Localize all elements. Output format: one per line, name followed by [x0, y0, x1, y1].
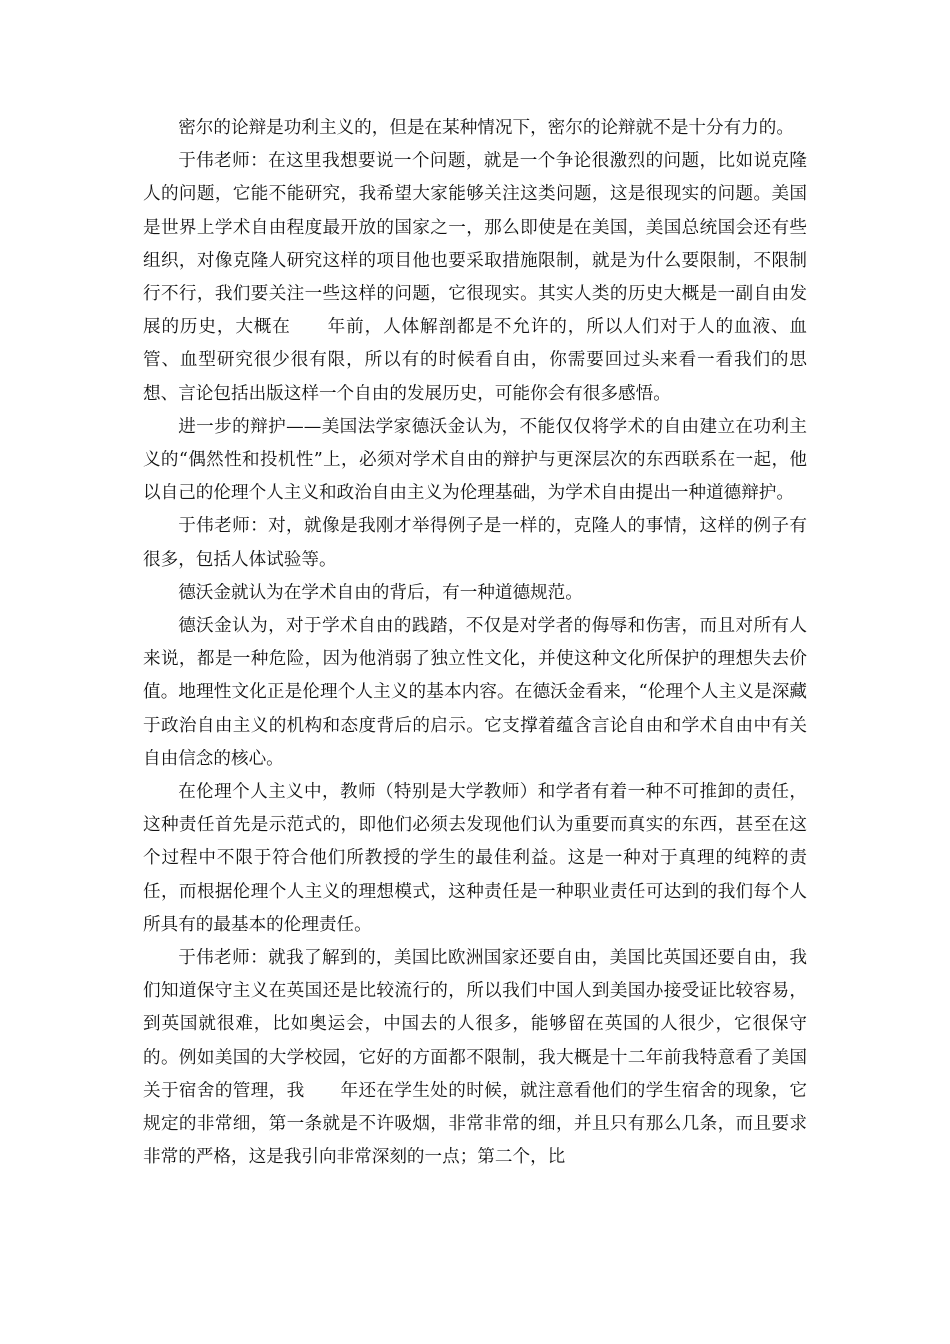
- paragraph: 在伦理个人主义中，教师（特别是大学教师）和学者有着一种不可推卸的责任，这种责任首先是示范式的，即他们必须去发现他们认为重要而真实的东西，甚至在这个过程中不限于符合他们所教授的学生的最佳利益。这是一种对于真理的纯粹的责任，而根据伦理个人主义的理想模式，这种责任是一种职业责任可达到的我们每个人所具有的最基本的伦理责任。: [143, 782, 807, 935]
- paragraph: 于伟老师：就我了解到的，美国比欧洲国家还要自由，美国比英国还要自由，我们知道保守主义在英国还是比较流行的，所以我们中国人到美国办接受证比较容易，到英国就很难，比如奥运会，中国去的人很多，能够留在英国的人很少，它很保守的。例如美国的大学校园，它好的方面都不限制，我大概是十二年前我特意看了美国关于宿舍的管理，我 年还在学生处的时候，就注意看他们的学生宿舍的现象，它规定的非常细，第一条就是不许吸烟，非常非常的细，并且只有那么几条，而且要求非常的严格，这是我引向非常深刻的一点；第二个，比: [143, 948, 807, 1168]
- paragraph: 密尔的论辩是功利主义的，但是在某种情况下，密尔的论辩就不是十分有力的。: [178, 118, 794, 138]
- paragraph: 德沃金就认为在学术自由的背后，有一种道德规范。: [178, 582, 583, 603]
- paragraph: 德沃金认为，对于学术自由的践踏，不仅是对学者的侮辱和伤害，而且对所有人来说，都是一种危险，因为他消弱了独立性文化，并使这种文化所保护的理想失去价值。地理性文化正是伦理个人主义的基本内容。在德沃金看来，“伦理个人主义是深藏于政治自由主义的机构和态度背后的启示。它支撑着蕴含言论自由和学术自由中有关自由信念的核心。: [143, 616, 807, 769]
- paragraph: 于伟老师：对，就像是我刚才举得例子是一样的，克隆人的事情，这样的例子有很多，包括人体试验等。: [143, 516, 807, 570]
- paragraph: 于伟老师：在这里我想要说一个问题，就是一个争论很激烈的问题，比如说克隆人的问题，它能不能研究，我希望大家能够关注这类问题，这是很现实的问题。美国是世界上学术自由程度最开放的国家之一，那么即使是在美国，美国总统国会还有些组织，对像克隆人研究这样的项目他也要采取措施限制，就是为什么要限制，不限制行不行，我们要关注一些这样的问题，它很现实。其实人类的历史大概是一副自由发展的历史，大概在 年前，人体解剖都是不允许的，所以人们对于人的血液、血管、血型研究很少很有限，所以有的时候看自由，你需要回过头来看一看我们的思想、言论包括出版这样一个自由的发展历史，可能你会有很多感悟。: [143, 151, 807, 404]
- document-body: [143, 112, 807, 1175]
- paragraph: 进一步的辩护——美国法学家德沃金认为，不能仅仅将学术的自由建立在功利主义的“偶然性和投机性”上，必须对学术自由的辩护与更深层次的东西联系在一起，他以自己的伦理个人主义和政治自由主义为伦理基础，为学术自由提出一种道德辩护。: [143, 416, 807, 504]
